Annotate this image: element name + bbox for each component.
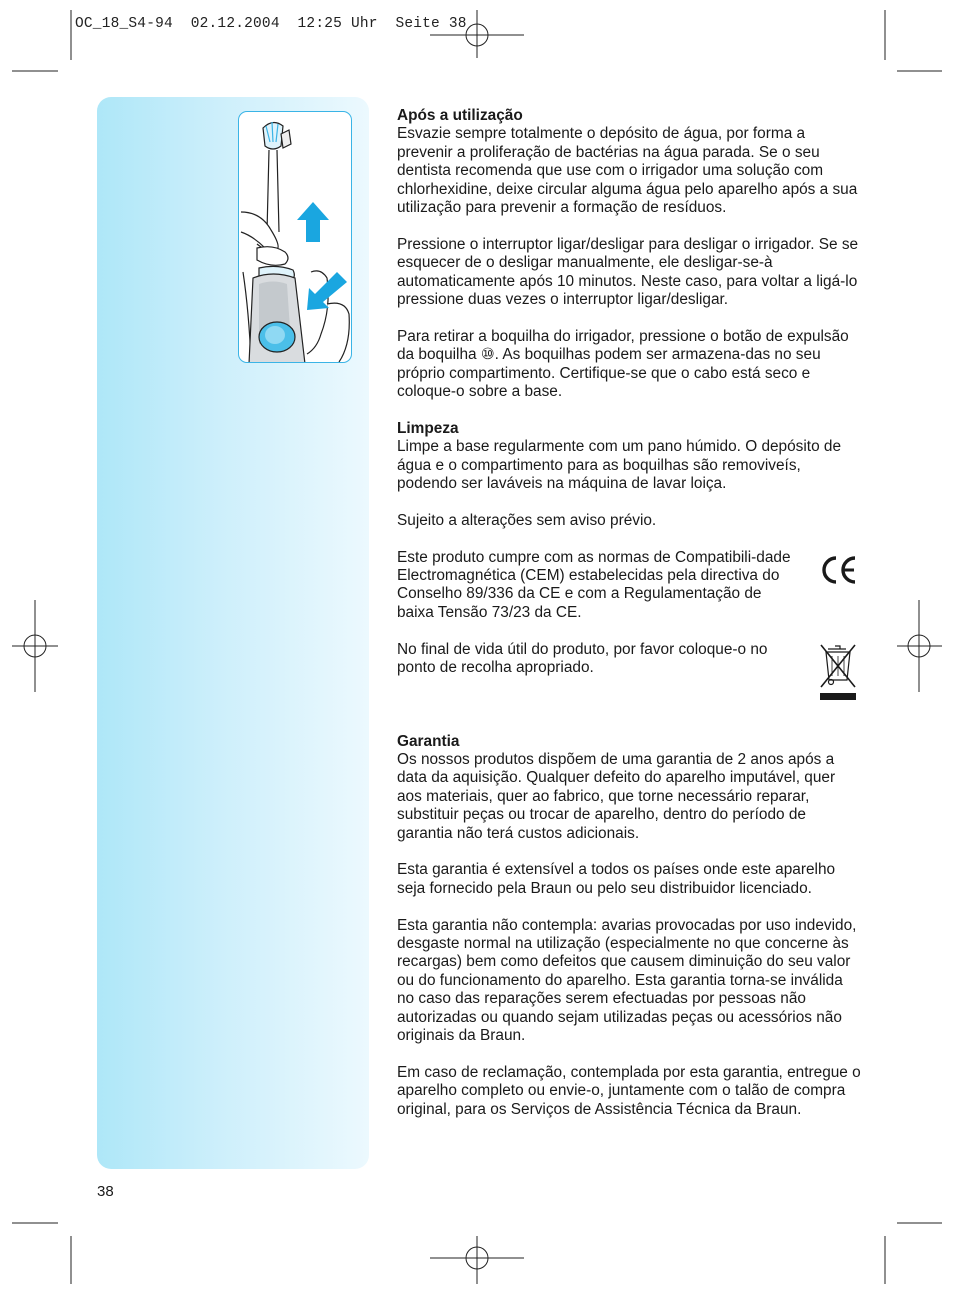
paragraph: Esta garantia não contempla: avarias provocadas por uso indevido, desgaste normal na utilização (especialmente no que concerne às recargas) bem como defeitos que causem diminuição do seu valor ou do funcionamento do aparelho. Esta garantia torna-se inválida no caso das reparações serem efectuadas por pessoas não autorizadas ou quando sejam utilizadas peças ou acessórios não originais da Braun. <box>397 916 857 1044</box>
crossed-bin-icon <box>818 641 858 701</box>
paragraph: Os nossos produtos dispõem de uma garantia de 2 anos após a data da aquisição. Qualquer defeito do aparelho imputável, quer aos materiais, quer ao fabrico, que torne necessário reparar, substituir peças ou trocar de aparelho, dentro do período de garantia não terá custos adicionais. <box>397 750 836 842</box>
print-slug: OC_18_S4-94 02.12.2004 12:25 Uhr Seite 38 <box>75 16 467 32</box>
ce-mark-icon <box>820 555 858 585</box>
heading-after-use: Após a utilização <box>397 107 523 124</box>
paragraph: Limpe a base regularmente com um pano húmido. O depósito de água e o compartimento para as boquilhas são removiveís, podendo ser laváveis na máquina de lavar loiça. <box>397 438 842 493</box>
paragraph: Este produto cumpre com as normas de Compatibili-dade Electromagnética (CEM) estabelecidas pela directiva do Conselho 89/336 da CE e com a Regulamentação de baixa Tensão 73/23 da CE. <box>397 548 791 621</box>
paragraph: Sujeito a alterações sem aviso prévio. <box>397 511 657 529</box>
main-text <box>397 107 862 1137</box>
heading-cleaning: Limpeza <box>397 419 459 437</box>
page-number: 38 <box>97 1183 114 1200</box>
irrigator-illustration <box>238 111 352 363</box>
paragraph: Pressione o interruptor ligar/desligar para desligar o irrigador. Se se esquecer de o desligar manualmente, ele desligar-se-à automaticamente após 10 minutos. Neste caso, para voltar a ligá-lo pressione duas vezes o interruptor ligar/desligar. <box>397 235 859 309</box>
paragraph: No final de vida útil do produto, por favor coloque-o no ponto de recolha apropriado. <box>397 640 768 677</box>
paragraph: Para retirar a boquilha do irrigador, pressione o botão de expulsão da boquilha ⑩. As boquilhas podem ser armazena-das no seu próprio compartimento. Certifique-se que o cabo está seco e coloque-o sobre a base. <box>397 327 849 401</box>
heading-warranty: Garantia <box>397 732 460 750</box>
paragraph: Esvazie sempre totalmente o depósito de água, por forma a prevenir a proliferação de bactérias na água parada. Se o seu dentista recomenda que use com o irrigador uma solução com chlorhexidine, deixe circular alguma água pelo aparelho após a sua utilização para prevenir a formação de resíduos. <box>397 125 858 217</box>
paragraph: Em caso de reclamação, contemplada por esta garantia, entregue o aparelho completo ou envie-o, juntamente com o talão de compra original, para os Serviços de Assistência Técnica da Braun. <box>397 1063 861 1118</box>
paragraph: Esta garantia é extensível a todos os países onde este aparelho seja fornecido pela Braun ou pelo seu distribuidor licenciado. <box>397 861 836 897</box>
